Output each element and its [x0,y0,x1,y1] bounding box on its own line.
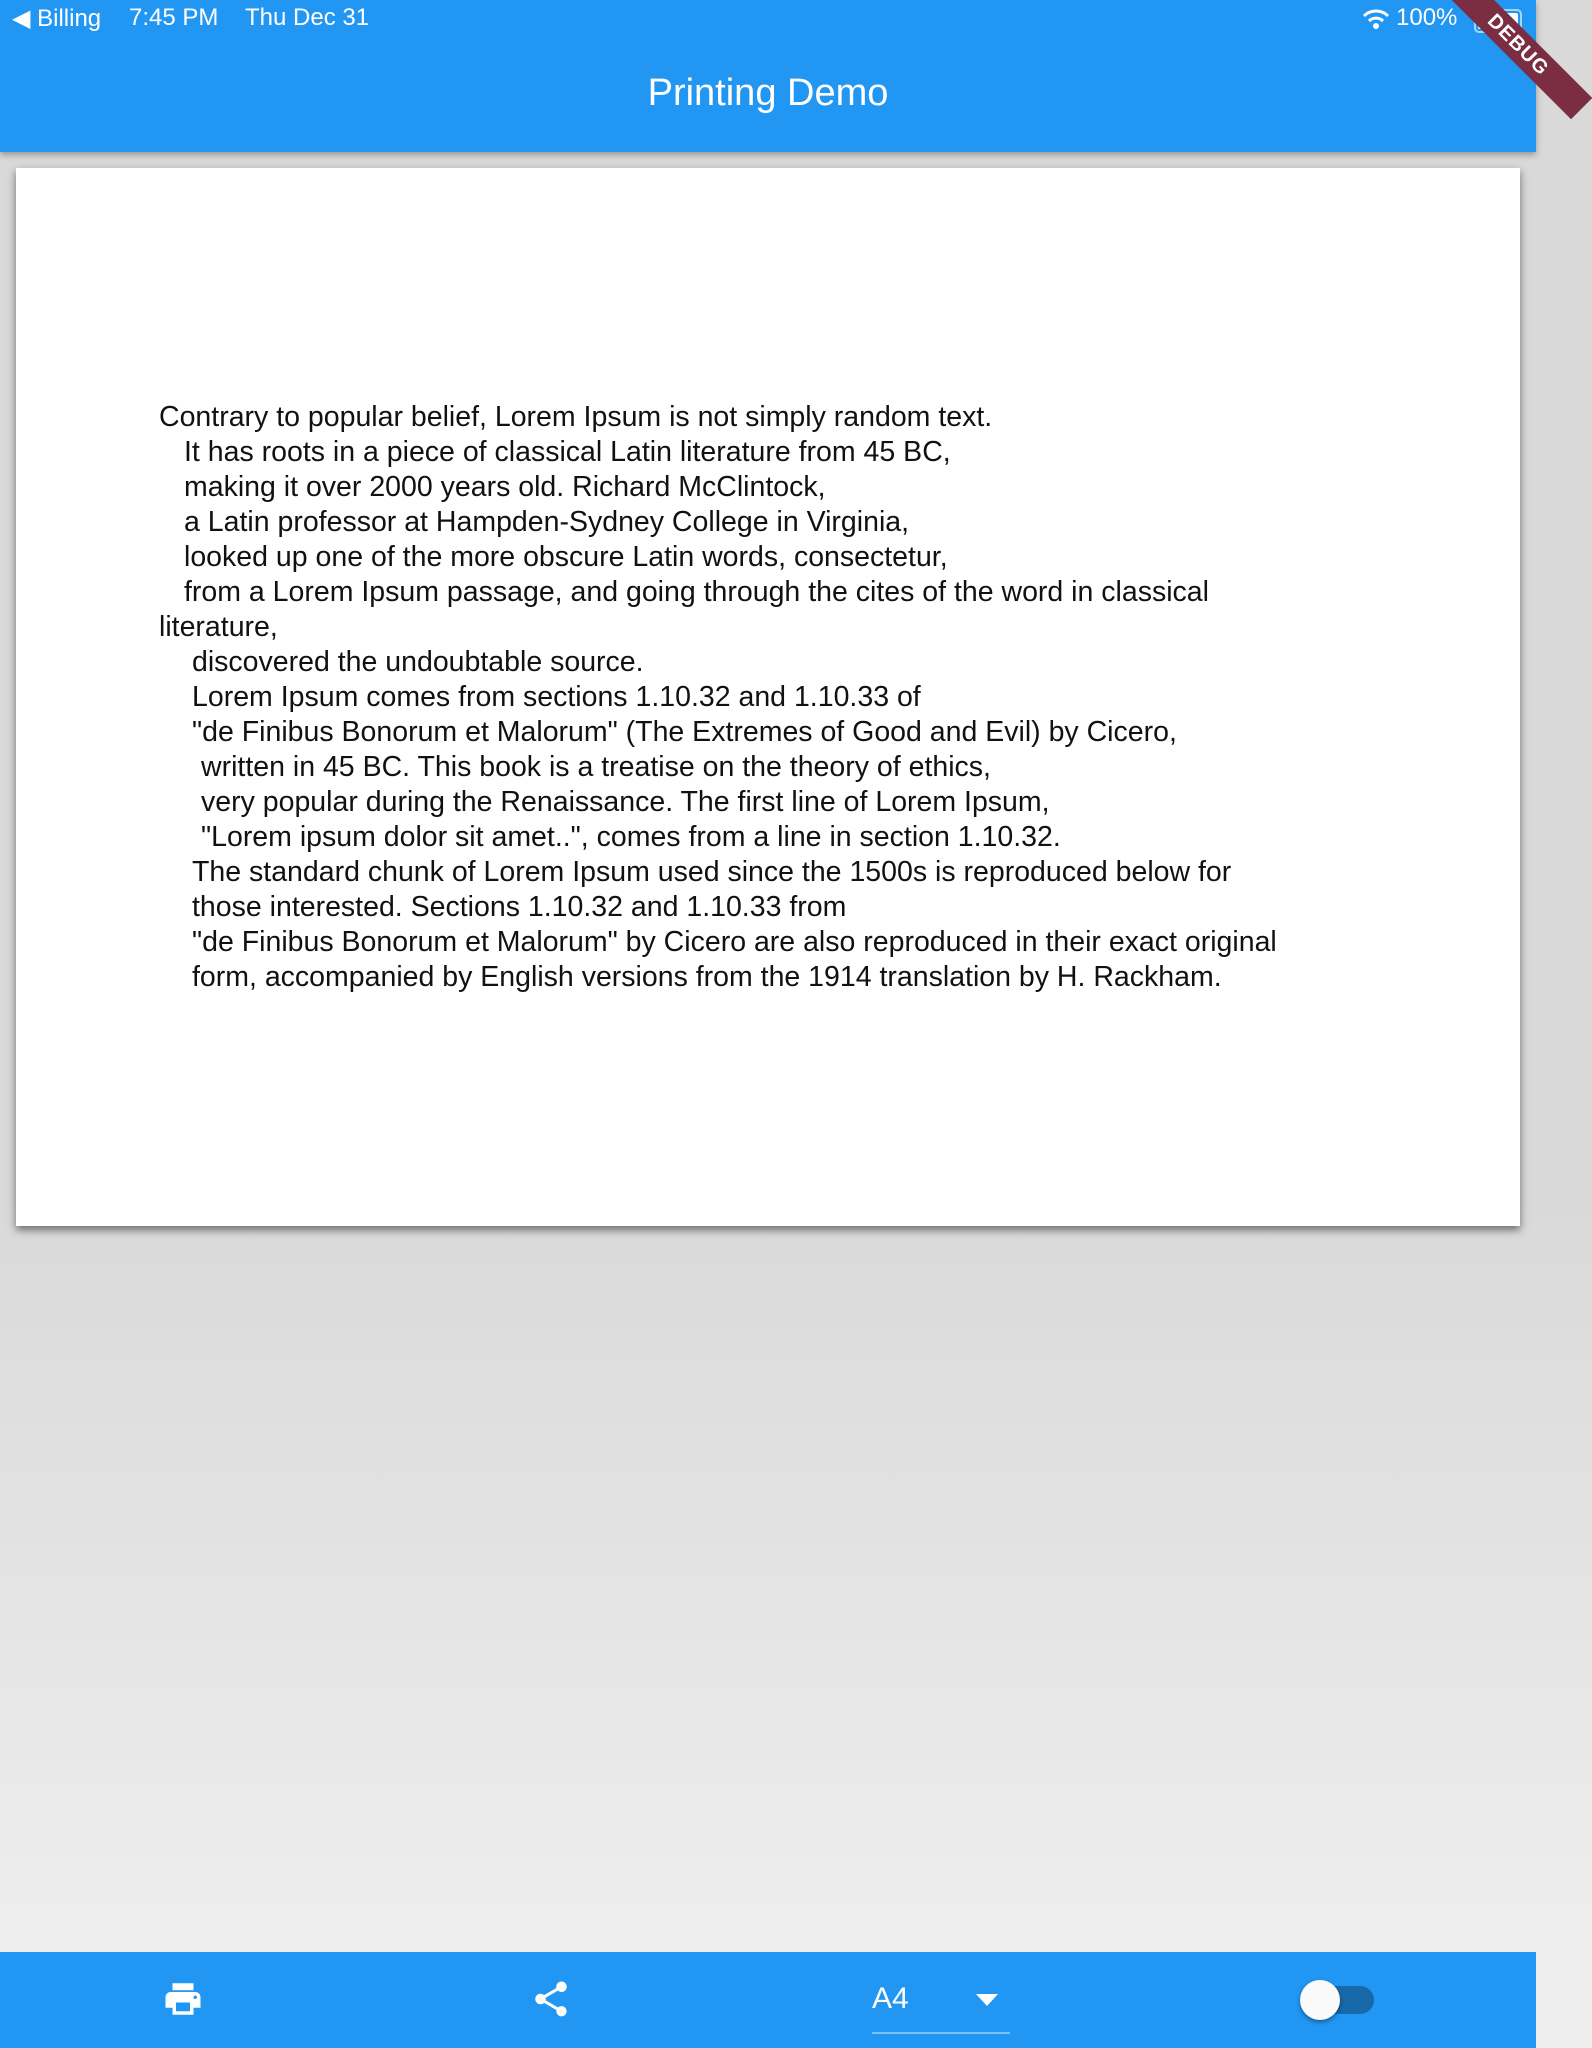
text-line: form, accompanied by English versions from the 1914 translation by H. Rackham. [192,961,1222,993]
text-line: Lorem Ipsum comes from sections 1.10.32 and 1.10.33 of [192,681,921,713]
wifi-icon [1362,8,1390,30]
app-bar [0,0,1536,152]
print-icon[interactable] [162,1978,204,2020]
text-line: "de Finibus Bonorum et Malorum" by Cicero are also reproduced in their exact original [192,926,1277,958]
text-line: a Latin professor at Hampden-Sydney College in Virginia, [184,506,910,538]
toggle-thumb[interactable] [1300,1980,1340,2020]
debug-banner: DEBUG [1444,0,1592,119]
pdf-preview-page [16,168,1520,1226]
text-line: making it over 2000 years old. Richard McClintock, [184,471,826,503]
chevron-down-icon [976,1994,998,2006]
text-line: Contrary to popular belief, Lorem Ipsum is not simply random text. [159,401,993,433]
share-icon[interactable] [530,1978,572,2020]
battery-percent: 100% [1396,4,1458,31]
toggle-switch[interactable] [1300,1980,1376,2020]
page-format-dropdown[interactable] [872,1966,1010,2034]
text-line: "de Finibus Bonorum et Malorum" (The Extremes of Good and Evil) by Cicero, [192,716,1177,748]
status-date: Thu Dec 31 [245,4,370,31]
text-line: The standard chunk of Lorem Ipsum used since the 1500s is reproduced below for [192,856,1232,888]
bottom-toolbar [0,1952,1536,2048]
text-line: looked up one of the more obscure Latin words, consectetur, [184,541,948,573]
text-line: written in 45 BC. This book is a treatise on the theory of ethics, [201,751,991,783]
text-line: "Lorem ipsum dolor sit amet..", comes from a line in section 1.10.32. [201,821,1061,853]
status-time: 7:45 PM [129,4,219,31]
text-line: literature, [159,611,278,643]
text-line: very popular during the Renaissance. The first line of Lorem Ipsum, [201,786,1050,818]
document-text [16,400,1277,995]
text-line: from a Lorem Ipsum passage, and going through the cites of the word in classical [184,576,1209,608]
back-to-app-link[interactable]: ◀ Billing [12,5,102,32]
text-line: It has roots in a piece of classical Latin literature from 45 BC, [184,436,951,468]
page-format-value: A4 [872,1982,909,2015]
page-title: Printing Demo [647,72,889,114]
text-line: discovered the undoubtable source. [192,646,644,678]
text-line: those interested. Sections 1.10.32 and 1.10.33 from [192,891,847,923]
